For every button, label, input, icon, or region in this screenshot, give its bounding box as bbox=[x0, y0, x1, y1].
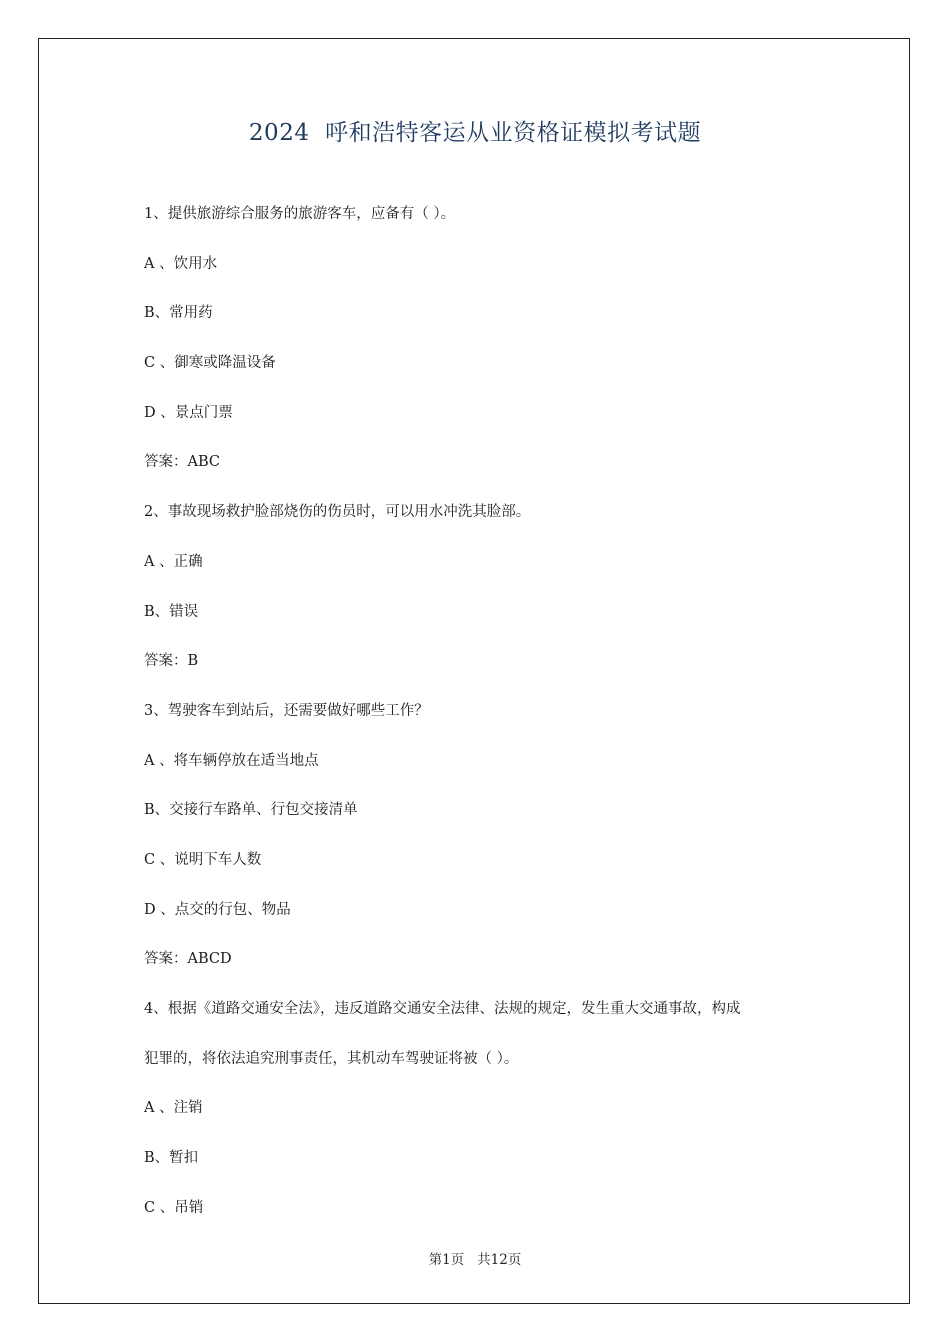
option-text: B、常用药 bbox=[144, 305, 213, 322]
option-text: B、交接行车路单、行包交接清单 bbox=[144, 802, 358, 819]
answer-text: 答案：B bbox=[144, 653, 199, 670]
option-text: A 、注销 bbox=[144, 1100, 203, 1117]
question-list bbox=[144, 203, 824, 1246]
answer-text: 答案：ABCD bbox=[144, 951, 232, 968]
question-text: 4、根据《道路交通安全法》，违反道路交通安全法律、法规的规定，发生重大交通事故，构成 bbox=[144, 1001, 741, 1017]
question-text: 1、提供旅游综合服务的旅游客车，应备有（ ）。 bbox=[144, 206, 456, 222]
question-text: 3、驾驶客车到站后，还需要做好哪些工作？ bbox=[144, 702, 429, 719]
option-text: C 、吊销 bbox=[144, 1199, 204, 1216]
question-text-continued: 犯罪的，将依法追究刑事责任，其机动车驾驶证将被（ ）。 bbox=[144, 1050, 519, 1067]
option-text: B、错误 bbox=[144, 603, 199, 620]
page-title: 2024 呼和浩特客运从业资格证模拟考试题 bbox=[248, 120, 702, 146]
option-text: C 、御寒或降温设备 bbox=[144, 355, 276, 372]
page-total: 共12页 bbox=[477, 1252, 522, 1268]
option-text: A 、饮用水 bbox=[144, 255, 218, 272]
option-text: C 、说明下车人数 bbox=[144, 851, 262, 868]
option-text: D 、点交的行包、物品 bbox=[144, 901, 291, 918]
option-text: A 、正确 bbox=[144, 553, 203, 570]
answer-text: 答案：ABC bbox=[144, 454, 220, 471]
page-footer bbox=[0, 1248, 950, 1268]
option-text: D 、景点门票 bbox=[144, 404, 233, 421]
option-text: A 、将车辆停放在适当地点 bbox=[144, 752, 319, 769]
option-text: B、暂扣 bbox=[144, 1150, 199, 1167]
page-number: 第1页 bbox=[428, 1252, 465, 1268]
question-text: 2、事故现场救护脸部烧伤的伤员时，可以用水冲洗其脸部。 bbox=[144, 504, 531, 521]
